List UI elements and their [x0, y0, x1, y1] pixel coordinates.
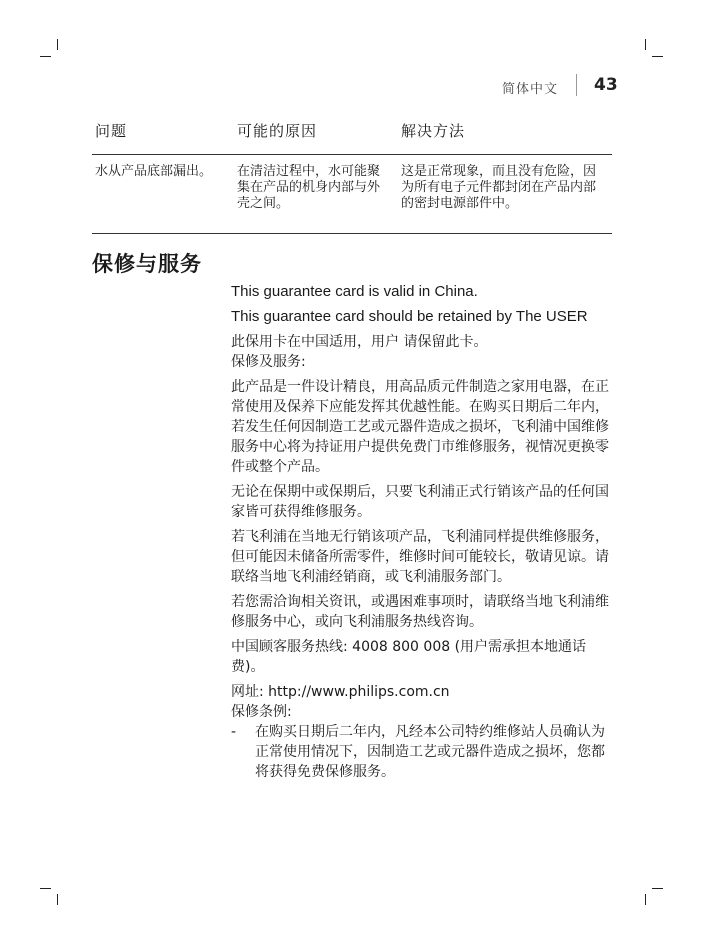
website-text: 网址: http://www.philips.com.cn [231, 684, 450, 700]
cell-solution: 这是正常现象，而且没有危险，因为所有电子元件都封闭在产品内部的密封电源部件中。 [401, 164, 597, 211]
crop-mark [645, 894, 646, 905]
header-cause: 可能的原因 [237, 122, 318, 140]
crop-mark [645, 39, 646, 50]
warranty-paragraph: 无论在保期中或保期后，只要飞利浦正式行销该产品的任何国家皆可获得维修服务。 [231, 484, 609, 520]
warranty-paragraph: 若飞利浦在当地无行销该项产品，飞利浦同样提供维修服务，但可能因未储备所需零件，维修时间可能较长，敬请见谅。请联络当地飞利浦经销商，或飞利浦服务部门。 [231, 529, 609, 585]
section-title: 保修与服务 [92, 252, 202, 276]
bullet-text: 在购买日期后二年内，凡经本公司特约维修站人员确认为正常使用情况下，因制造工艺或元器件造成之损坏，您都将获得免费保修服务。 [255, 724, 605, 780]
guarantee-retain-text: This guarantee card should be retained by The USER [231, 308, 588, 325]
table-row [92, 155, 612, 234]
warranty-content [231, 282, 616, 782]
header-problem: 问题 [95, 122, 128, 140]
service-heading: 保修及服务: [231, 354, 306, 370]
cell-cause: 在清洁过程中，水可能聚集在产品的机身内部与外壳之间。 [237, 164, 381, 211]
crop-mark [57, 894, 58, 905]
header-divider [576, 74, 577, 96]
crop-mark [40, 888, 51, 889]
header-solution: 解决方法 [401, 122, 466, 140]
table-header-row [92, 120, 612, 155]
crop-mark [652, 888, 663, 889]
list-item [231, 722, 616, 782]
warranty-paragraph: 此产品是一件设计精良，用高品质元件制造之家用电器，在正常使用及保养下应能发挥其优越性能。在购买日期后二年内，若发生任何因制造工艺或元器件造成之损坏，飞利浦中国维修服务中心将为持证用户提供免费门市维修服务，视情况更换零件或整个产品。 [231, 379, 609, 475]
troubleshooting-table [92, 120, 612, 234]
crop-mark [40, 56, 51, 57]
crop-mark [652, 56, 663, 57]
guarantee-valid-text: This guarantee card is valid in China. [231, 283, 478, 300]
cell-problem: 水从产品底部漏出。 [95, 164, 213, 179]
header-language: 简体中文 [502, 82, 559, 97]
warranty-paragraph: 若您需洽询相关资讯，或遇困难事项时，请联络当地飞利浦维修服务中心，或向飞利浦服务热线咨询。 [231, 594, 609, 630]
card-notice-text: 此保用卡在中国适用，用户 请保留此卡。 [231, 334, 488, 350]
terms-heading: 保修条例: [231, 704, 292, 720]
hotline-text: 中国顾客服务热线: 4008 800 008 (用户需承担本地通话费)。 [231, 639, 587, 675]
page-number: 43 [594, 75, 618, 95]
bullet-dash: - [231, 724, 237, 740]
crop-mark [57, 39, 58, 50]
